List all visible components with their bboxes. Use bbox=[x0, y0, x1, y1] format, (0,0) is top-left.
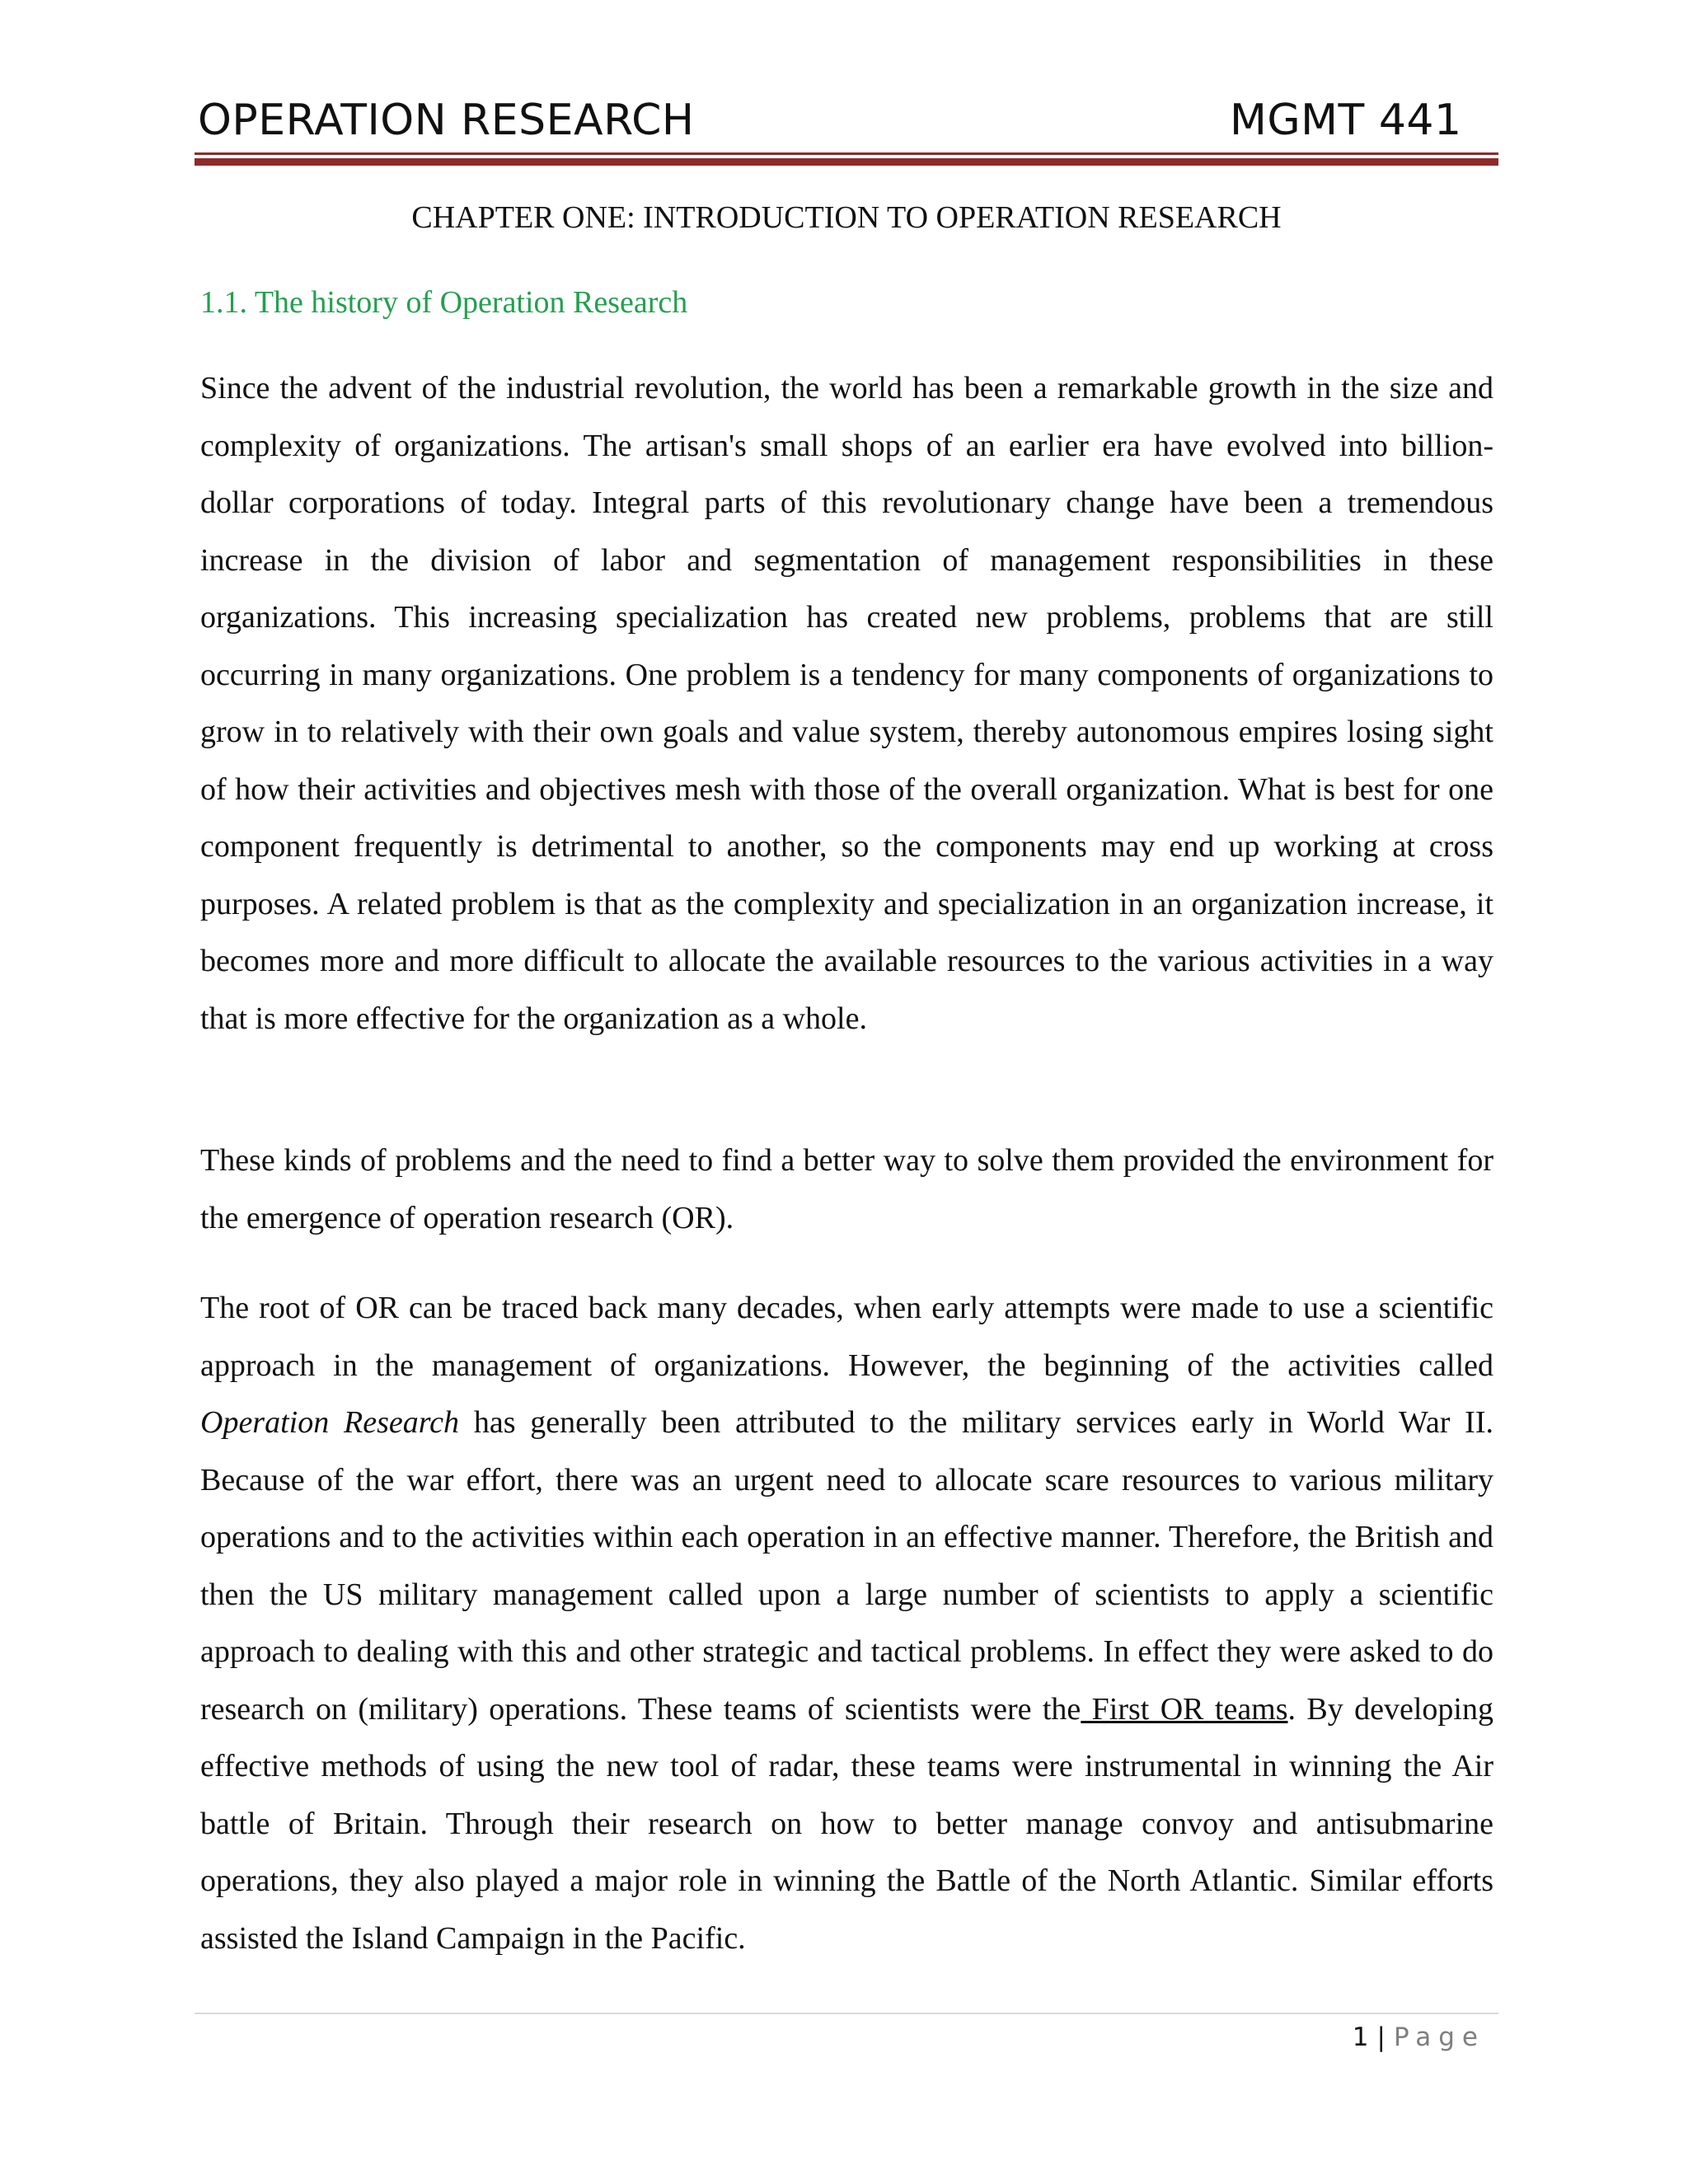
page-label: Page bbox=[1393, 2022, 1485, 2052]
paragraph-root-of-or-part3: . By developing effective methods of using the new tool of radar, these teams were instrumental in winning the Air battle of Britain. Through their research on how to better manage convoy and antisubmarine operations, they also played a major role in winning the Battle of the North Atlantic. Similar efforts assisted the Island Campaign in the Pacific. bbox=[200, 1691, 1493, 1956]
page-number: 1 bbox=[1352, 2022, 1369, 2052]
header-rule-thick bbox=[195, 158, 1498, 166]
chapter-title: CHAPTER ONE: INTRODUCTION TO OPERATION RESEARCH bbox=[411, 200, 1282, 235]
paragraph-root-of-or-part2: has generally been attributed to the military services early in World War II. Because of the war effort, there was an urgent need to allocate scare resources to various military operations and to the activities within each operation in an effective manner. Therefore, the British and then the US military management called upon a large number of scientists to apply a scientific approach to dealing with this and other strategic and tactical problems. In effect they were asked to do research on (military) operations. These teams of scientists were the bbox=[200, 1405, 1493, 1727]
header-course-title: OPERATION RESEARCH bbox=[198, 96, 695, 145]
paragraph-root-of-or bbox=[200, 1280, 1493, 1967]
paragraph-emergence-of-or: These kinds of problems and the need to find a better way to solve them provided the environment for the emergence of operation research (OR). bbox=[200, 1143, 1493, 1235]
paragraph-industrial-revolution: Since the advent of the industrial revolution, the world has been a remarkable growth in the size and complexity of organizations. The artisan's small shops of an earlier era have evolved into billion- dollar corporations of today. Integral parts of this revolutionary change have been a tremendous increase in the division of labor and segmentation of management responsibilities in these organizations. This increasing specialization has created new problems, problems that are still occurring in many organizations. One problem is a tendency for many components of organizations to grow in to relatively with their own goals and value system, thereby autonomous empires losing sight of how their activities and objectives mesh with those of the overall organization. What is best for one component frequently is detrimental to another, so the components may end up working at cross purposes. A related problem is that as the complexity and specialization in an organization increase, it becomes more and more difficult to allocate the available resources to the various activities in a way that is more effective for the organization as a whole. bbox=[200, 371, 1493, 1036]
paragraph-root-of-or-part1: The root of OR can be traced back many decades, when early attempts were made to use a scientific approach in the management of organizations. However, the beginning of the activities called bbox=[200, 1291, 1493, 1383]
section-heading: 1.1. The history of Operation Research bbox=[200, 285, 688, 320]
header-rule-thin bbox=[195, 152, 1498, 155]
first-or-teams-term: First OR teams bbox=[1081, 1691, 1288, 1727]
operation-research-term: Operation Research bbox=[200, 1405, 460, 1440]
page-footer bbox=[1353, 2019, 1485, 2055]
header-course-code: MGMT 441 bbox=[1230, 96, 1462, 145]
footer-rule bbox=[195, 2013, 1498, 2014]
page-separator: | bbox=[1376, 2022, 1386, 2052]
